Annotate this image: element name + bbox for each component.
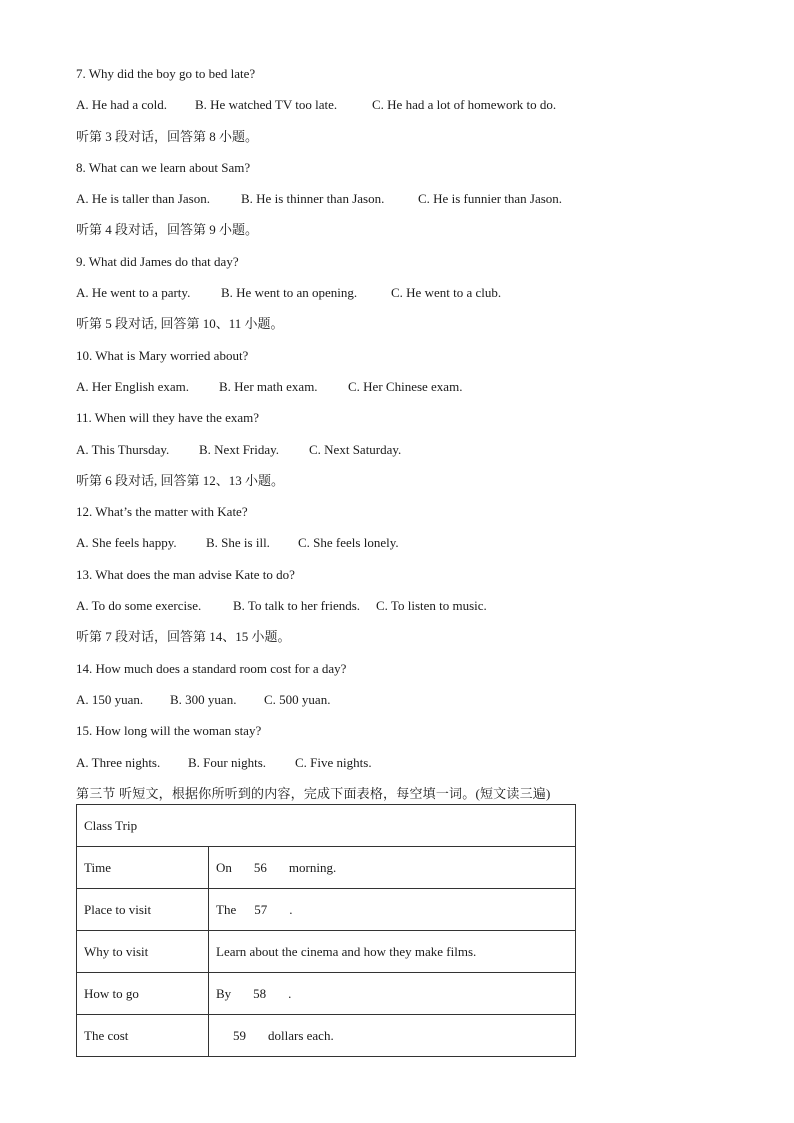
option-a: A. Her English exam. bbox=[76, 378, 190, 394]
table-row bbox=[77, 931, 576, 973]
question-14: 14. How much does a standard room cost for a day? bbox=[76, 660, 347, 676]
row-label: Place to visit bbox=[77, 889, 209, 931]
option-a: A. He is taller than Jason. bbox=[76, 191, 210, 207]
option-c: C. He had a lot of homework to do. bbox=[372, 97, 557, 113]
option-a: A. She feels happy. bbox=[76, 535, 177, 551]
option-a: A. He went to a party. bbox=[76, 285, 191, 301]
option-c: C. 500 yuan. bbox=[264, 691, 331, 707]
option-c: C. He is funnier than Jason. bbox=[418, 191, 563, 207]
options-7 bbox=[76, 89, 596, 120]
table-row bbox=[77, 1015, 576, 1057]
question-13: 13. What does the man advise Kate to do? bbox=[76, 566, 295, 582]
row-value bbox=[209, 973, 576, 1015]
option-a: A. He had a cold. bbox=[76, 97, 167, 113]
question-10: 10. What is Mary worried about? bbox=[76, 347, 249, 363]
option-b: B. Her math exam. bbox=[219, 378, 318, 394]
section-instruction: 听第 6 段对话, 回答第 12、13 小题。 bbox=[76, 472, 285, 488]
option-a: A. This Thursday. bbox=[76, 441, 170, 457]
question-8: 8. What can we learn about Sam? bbox=[76, 159, 251, 175]
options-10 bbox=[76, 371, 596, 402]
value-text: . bbox=[289, 901, 293, 917]
document-body bbox=[76, 58, 596, 809]
option-c: C. He went to a club. bbox=[391, 285, 502, 301]
row-label: How to go bbox=[77, 973, 209, 1015]
option-b: B. Next Friday. bbox=[199, 441, 280, 457]
row-value bbox=[209, 889, 576, 931]
options-8 bbox=[76, 183, 596, 214]
section-3-title: 第三节 听短文，根据你所听到的内容，完成下面表格，每空填一词。(短文读三遍) bbox=[76, 785, 551, 801]
blank-number: 59 bbox=[233, 1027, 246, 1043]
row-label: Why to visit bbox=[77, 931, 209, 973]
value-text: The bbox=[216, 901, 237, 917]
blank-number: 56 bbox=[253, 859, 267, 875]
option-a: A. 150 yuan. bbox=[76, 691, 144, 707]
table-header-row bbox=[77, 805, 576, 847]
question-7: 7. Why did the boy go to bed late? bbox=[76, 66, 256, 81]
row-value: Learn about the cinema and how they make films. bbox=[209, 931, 576, 973]
section-instruction: 听第 4 段对话，回答第 9 小题。 bbox=[76, 222, 259, 238]
blank-number: 57 bbox=[254, 901, 268, 917]
blank-number: 58 bbox=[253, 985, 267, 1001]
value-text: dollars each. bbox=[268, 1027, 334, 1043]
value-text: On bbox=[216, 859, 232, 875]
options-11 bbox=[76, 434, 596, 465]
question-15: 15. How long will the woman stay? bbox=[76, 723, 262, 739]
table-row bbox=[77, 973, 576, 1015]
option-a: A. To do some exercise. bbox=[76, 598, 202, 614]
value-text: By bbox=[216, 985, 232, 1001]
question-9: 9. What did James do that day? bbox=[76, 253, 239, 269]
option-c: C. To listen to music. bbox=[376, 598, 487, 614]
option-b: B. He went to an opening. bbox=[221, 285, 358, 301]
option-b: B. She is ill. bbox=[206, 535, 270, 551]
row-label: Time bbox=[77, 847, 209, 889]
options-14 bbox=[76, 684, 596, 715]
class-trip-table bbox=[76, 804, 576, 1057]
row-value bbox=[209, 847, 576, 889]
option-b: B. 300 yuan. bbox=[170, 691, 237, 707]
section-instruction: 听第 7 段对话，回答第 14、15 小题。 bbox=[76, 629, 291, 645]
option-c: C. Her Chinese exam. bbox=[348, 378, 463, 394]
option-b: B. Four nights. bbox=[188, 754, 267, 770]
option-b: B. To talk to her friends. bbox=[233, 598, 361, 614]
question-12: 12. What’s the matter with Kate? bbox=[76, 504, 248, 520]
options-9 bbox=[76, 277, 596, 308]
options-15 bbox=[76, 747, 596, 778]
section-instruction: 听第 5 段对话, 回答第 10、11 小题。 bbox=[76, 316, 284, 332]
value-text: . bbox=[288, 985, 292, 1001]
table-row bbox=[77, 847, 576, 889]
option-c: C. She feels lonely. bbox=[298, 535, 399, 551]
option-b: B. He watched TV too late. bbox=[195, 97, 338, 113]
table-header: Class Trip bbox=[77, 805, 576, 847]
value-text: morning. bbox=[288, 859, 337, 875]
question-11: 11. When will they have the exam? bbox=[76, 410, 260, 426]
option-c: C. Next Saturday. bbox=[309, 441, 402, 457]
option-a: A. Three nights. bbox=[76, 754, 161, 770]
options-13 bbox=[76, 590, 596, 621]
options-12 bbox=[76, 527, 596, 558]
section-instruction: 听第 3 段对话，回答第 8 小题。 bbox=[76, 128, 259, 144]
row-value bbox=[209, 1015, 576, 1057]
option-b: B. He is thinner than Jason. bbox=[241, 191, 385, 207]
row-label: The cost bbox=[77, 1015, 209, 1057]
option-c: C. Five nights. bbox=[295, 754, 372, 770]
table-row bbox=[77, 889, 576, 931]
